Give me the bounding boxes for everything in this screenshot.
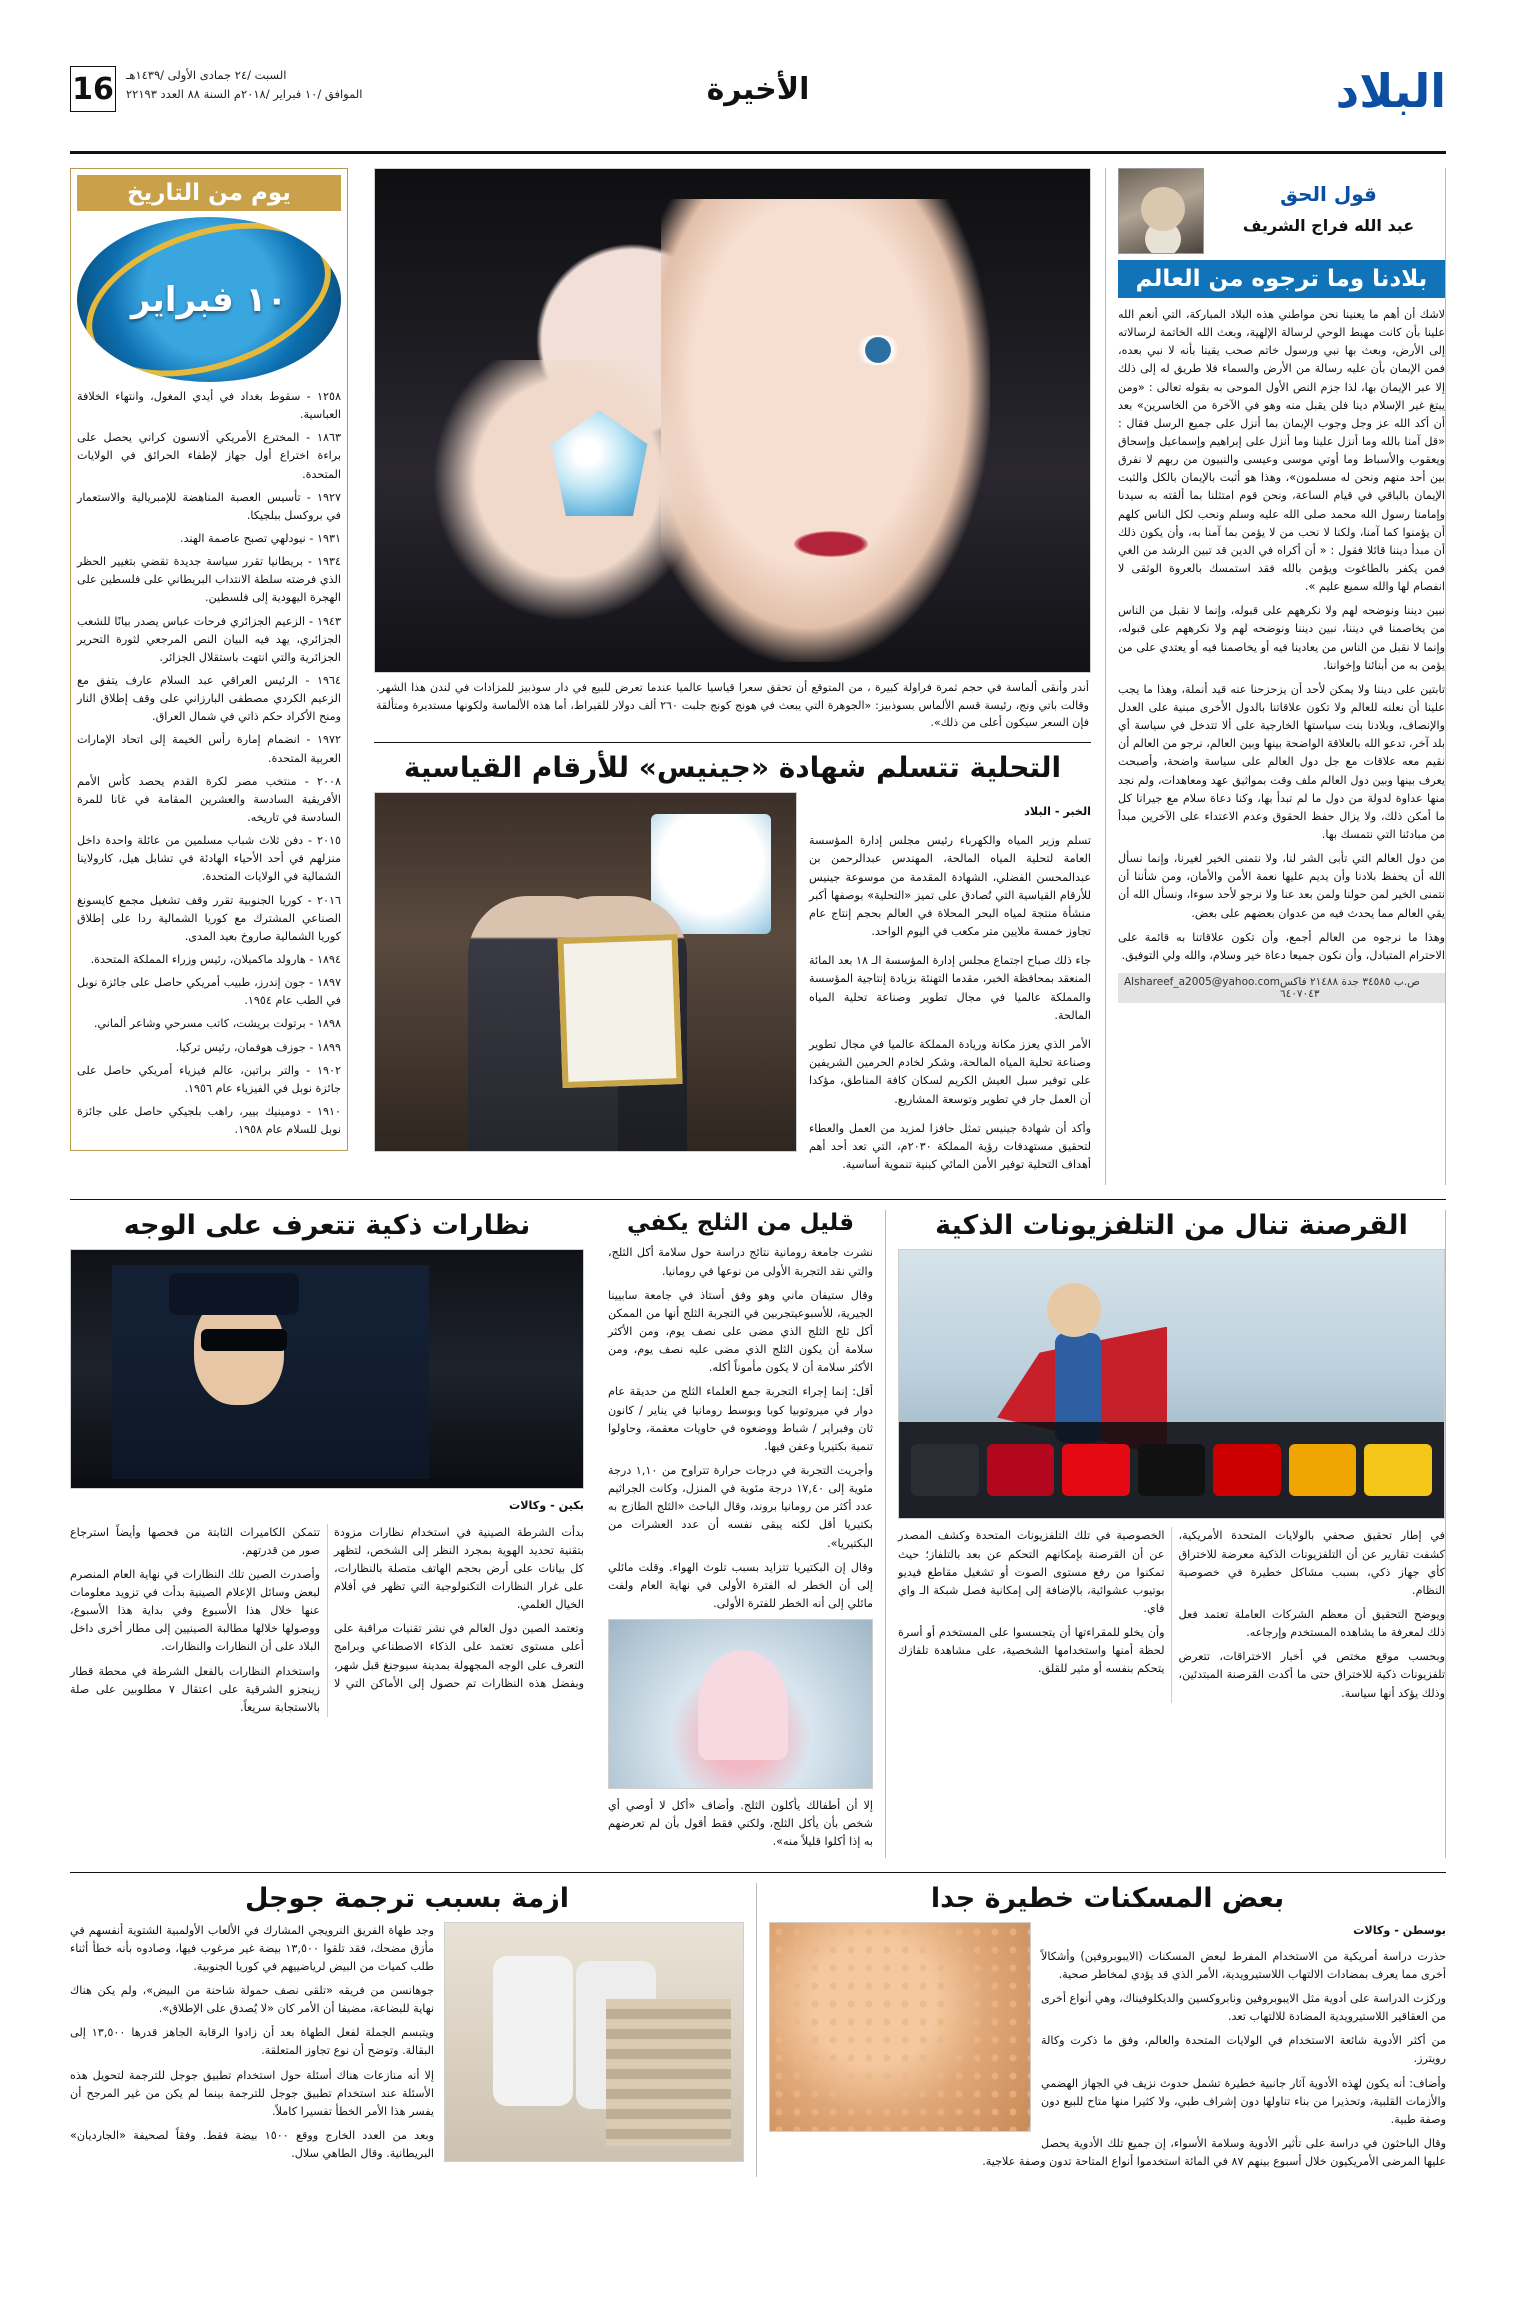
tv-article bbox=[886, 1210, 1446, 1857]
snow-cone-photo bbox=[608, 1619, 873, 1789]
painkillers-article bbox=[756, 1883, 1446, 2178]
guinness-paragraph: تسلم وزير المياه والكهرباء رئيس مجلس إدارة المؤسسة العامة لتحلية المياه المالحة، المهندس عبدالرحمن بن عبدالمحسن الفضلي، الشهادة المقدمة من موسوعة جينيس للأرقام القياسية التي تُصادق على تميز «التحلية» بوصفها أكبر منشأة منتجة لمياه البحر المحلاة في العالم بحجم إنتاج عام تجاوز خمسة ملايين متر مكعب في اليوم الواحد. bbox=[809, 834, 1091, 938]
guinness-ceremony-photo bbox=[374, 792, 797, 1152]
history-column bbox=[70, 168, 360, 1185]
painkillers-dateline: بوسطن - وكالات bbox=[1353, 1923, 1446, 1937]
history-event: ٢٠١٦ - كوريا الجنوبية تقرر وقف تشغيل مجمع كايسونغ الصناعي المشترك مع كوريا الشمالية ردا على إطلاق كوريا الشمالية صاروخ بعيد المدى. bbox=[77, 893, 341, 943]
top-content bbox=[70, 168, 1446, 1185]
tv-paragraph: وبحسب موقع مختص في أخبار الاختراقات، تتعرض تلفزيونات ذكية للاختراق حتى ما أكدت القرصنة المبتدئين، وذلك يؤكد أنها سياسة. bbox=[1178, 1650, 1445, 1700]
guinness-dateline: الخبر - البلاد bbox=[1024, 804, 1091, 818]
app-tile[interactable] bbox=[911, 1444, 979, 1496]
app-tile[interactable] bbox=[1289, 1444, 1357, 1496]
band-two bbox=[70, 1199, 1446, 1857]
guinness-article bbox=[374, 792, 1091, 1186]
painkillers-paragraph: وقال الباحثون في دراسة على تأثير الأدوية وسلامة الأسواء، إن جميع تلك الأدوية يحصل عليها المرضى الأمريكيون خلال أسبوع بينهم ٨٧ في المائة استخدموا أنواع المتاحة تدون وصفة علاجية. bbox=[982, 2136, 1446, 2169]
app-tile[interactable] bbox=[987, 1444, 1055, 1496]
snow-paragraph: إلا أن أطفالك يأكلون الثلج. وأضاف «أكل لا أوصي أي شخص بأن يأكل الثلج، ولكني فقط أقول بأن لم تعرضهم به إذا أكلوا قليلاً منه». bbox=[608, 1799, 873, 1849]
page-number: 16 bbox=[70, 66, 116, 112]
tv-paragraph: ويوضح التحقيق أن معظم الشركات العاملة تعتمد فعل ذلك لمعرفة ما يشاهده المستخدم وإرجاعه. bbox=[1178, 1608, 1445, 1640]
eggs-photo bbox=[444, 1922, 744, 2162]
history-event: ١٨٩٨ - برتولت بريشت، كاتب مسرحي وشاعر ألماني. bbox=[93, 1017, 341, 1031]
tv-paragraph: وأن يخلو للمقراءتها أن يتجسسوا على المستخدم أو أسرة لحظة أمنها واستخدامها الشخصية، على مشاهدة تلفازك يتحكم بنفسه أو مثير للقلق. bbox=[898, 1626, 1165, 1676]
police-officer-icon bbox=[112, 1265, 429, 1479]
main-column bbox=[360, 168, 1106, 1185]
tv-photo bbox=[898, 1249, 1445, 1519]
history-event: ٢٠١٥ - دفن ثلاث شباب مسلمين من عائلة واحدة داخل منزلهم في أحد الأحياء الهادئة في تشابل هيل، كارولاينا الشمالية في الولايات المتحدة. bbox=[77, 834, 341, 884]
issue-date-gregorian: الموافق /١٠ فبراير /٢٠١٨م السنة ٨٨ العدد ٢٢١٩٣ bbox=[126, 86, 363, 101]
painkillers-headline: بعض المسكنات خطيرة جدا bbox=[930, 1882, 1285, 1914]
opinion-paragraph: وهذا ما نرجوه من العالم أجمع، وأن تكون علاقاتنا به قائمة على الاحترام المتبادل، وأن نكون جميعا دعاة خير وسلام، والله ولي التوفيق. bbox=[1118, 930, 1445, 962]
app-tile[interactable] bbox=[1364, 1444, 1432, 1496]
glasses-paragraph: بدأت الشرطة الصينية في استخدام نظارات مزودة بتقنية تحديد الهوية بمجرد النظر إلى الشخص، لتظهر كل بيانات على أرض بحجم الهاتف متصلة بالنظارات، على غرار النظارات التكنولوجية التي تظهر في أفلام الخيال العلمي. bbox=[334, 1525, 584, 1612]
history-event: ٢٠٠٨ - منتخب مصر لكرة القدم يحصد كأس الأمم الأفريقية السادسة والعشرين المقامة في غانا للمرة السادسة في تاريخه. bbox=[77, 774, 341, 824]
opinion-body bbox=[1118, 306, 1445, 965]
google-paragraph: ويتبسم الجملة لفعل الطهاة بعد أن زادوا الرقابة الجاهز قدرها ١٣,٥٠٠ إلى البقالة. وتوضح أن نوع تجاوز المتعلقة. bbox=[70, 2026, 434, 2058]
history-event: ١٩٠٢ - والتر براتين، عالم فيزياء أمريكي حاصل على جائزة نوبل في الفيزياء عام ١٩٥٦. bbox=[77, 1063, 341, 1095]
opinion-column bbox=[1106, 168, 1446, 1185]
painkillers-paragraph: وركزت الدراسة على أدوية مثل الايبوبروفين ونابروكسين والديكلوفيناك، وهي أنواع أخرى من العقاقير اللاستيرويدية المضادة للالتهاب تعد. bbox=[1041, 1991, 1446, 2024]
glasses-headline: نظارات ذكية تتعرف على الوجه bbox=[123, 1210, 531, 1242]
snow-paragraph: وقال إن البكتيريا تتزايد بسبب تلوث الهواء. وقلت مائلي إلى أن الخطر له الفترة الأولى في نهاية العام ولفت مائلي إلى أنه الخطر للفترة الأولى. bbox=[608, 1560, 873, 1610]
band-three bbox=[70, 1872, 1446, 2178]
guinness-paragraph: الأمر الذي يعزز مكانة وريادة المملكة عالميا في مجال تطوير وصناعة تحلية المياه المالحة، وشكر لخادم الحرمين الشريفين على توفير سبل العيش الكريم لسكان كافة المناطق، مؤكدا أن العمل جار في تطوير وتوسعة المشاريع. bbox=[809, 1038, 1091, 1106]
glasses-paragraph: واستخدام النظارات بالفعل الشرطة في محطة قطار زينجزو الشرقية على اعتقال ٧ مطلوبين على صلة بالاستجابة سريعاً. bbox=[70, 1664, 320, 1714]
history-event: ١٩٦٤ - الرئيس العراقي عبد السلام عارف يتفق مع الزعيم الكردي مصطفى البارزاني على وقف إطلاق النار ومنح الأكراد حكم ذاتي في شمال العراق. bbox=[77, 673, 341, 724]
police-glasses-photo bbox=[70, 1249, 584, 1489]
pills-photo bbox=[769, 1922, 1031, 2132]
snow-paragraph: وقال ستيفان ماني وهو وفق أستاذ في جامعة سابيينا الجيرية، للأسبوعيتجربين في التجربة الثلج أنها من الممكن أكل ثلج الثلج الذي مضى على نصف يوم، ومن الأكثر سلامة أن يكون الثلج الذي مضى عليه نصف يوم، ومن الأكثر سلامة أن لا يكون مأموناً أكله. bbox=[608, 1288, 873, 1375]
google-article bbox=[70, 1883, 756, 2178]
snow-paragraph: نشرت جامعة رومانية نتائج دراسة حول سلامة أكل الثلج، والتي نقد التجربة الأولى من نوعها في رومانيا. bbox=[608, 1246, 873, 1278]
diamond-photo bbox=[374, 168, 1091, 673]
tv-paragraph: الخصوصية في تلك التلفزيونات المتحدة وكشف المصدر عن أن القرصنة بإمكانهم التحكم عن بعد بالتلفاز؛ حيث تمكنوا من رفع مستوى الصوت أو تشغيل مقاطع فيديو بوتيوب عشوائية، بالإضافة إلى إمكانية فصل شبكة الـ واي فاي. bbox=[898, 1529, 1165, 1615]
tv-headline: القرصنة تنال من التلفزيونات الذكية bbox=[935, 1210, 1408, 1242]
globe-icon bbox=[77, 217, 341, 382]
history-event: ١٩٤٣ - الزعيم الجزائري فرحات عباس يصدر بيانًا للشعب الجزائري، يهد فيه البيان النص المرجعي لثورة التحرير الجزائرية والتي انتهت باستقلال الجزائر. bbox=[77, 614, 341, 664]
section-title: الأخيرة bbox=[706, 72, 810, 107]
diamond-photo-caption: أندر وأنقى ألماسة في حجم ثمرة فراولة كبيرة ، من المتوقع أن تحقق سعرا قياسيا عالميا عندما تعرض للبيع في دار سوذبيز للمزادات في لندن هذا الشهر. وقالت باتي ونج، رئيسة قسم الألماس بسوذبيز: «الجوهرة التي يبعث في هونج كونج جلبت ٢٦٠ ألف دولار للقيراط، أما هذه الألماسة ولكونها مستديرة ومتألقة فإن السعر سيكون أعلى من ذلك». bbox=[376, 681, 1089, 730]
history-event: ١٩٧٢ - انضمام إمارة رأس الخيمة إلى اتحاد الإمارات العربية المتحدة. bbox=[77, 733, 341, 765]
google-paragraph: وجد طهاة الفريق النرويجي المشارك في الألعاب الأولمبية الشتوية أنفسهم في مأزق مضحك، فقد تلقوا ١٣,٥٠٠ بيضة غير مرغوب فيها، وصادوه بأنه خطأ أثناء طلب كميات من البيض لرياضييهم في كوريا الجنوبية. bbox=[70, 1923, 434, 1973]
history-title: يوم من التاريخ bbox=[77, 175, 341, 211]
app-tile[interactable] bbox=[1138, 1444, 1206, 1496]
google-headline: ازمة بسبب ترجمة جوجل bbox=[244, 1882, 570, 1914]
snow-headline: قليل من الثلج يكفي bbox=[626, 1210, 855, 1237]
opinion-paragraph: تابتين على ديننا ولا يمكن لأحد أن يزحزحنا عنه قيد أنملة، وهذا ما يجب علينا أن نعلنه للعالم ولا تكون علاقاتنا بالدول الأخرى مبنية على العدل والإنصاف، وبلادنا بنت سياستها الخارجية على ألا تتدخل في سياسة أي بلد آخر، تدعو الله بالعلاقة الواضحة بينها وبين العالم، نرجو من العالم أن نقيم معه علاقات مع جل دول العالم على سياسة واضحة، وأصبحت يعرف بينها وبين دول العالم ملف وقت بمواثيق عهد ومعاهدات، ولم نجد منها عداوة لدولة من دول ما لم تبدأ بها، وكنا دعاة سلام مع جيرانا كل ما أمكن ذلك، ولا يزال حفظ الحقوق وعدم الاعتداء على الآخرين مبدأ من مبادئنا التي نتمسك بها. bbox=[1118, 682, 1445, 841]
opinion-paragraph: نبين ديننا ونوضحه لهم ولا نكرههم على قبوله، وإنما لا نقبل من الناس من يخاصمنا في ديننا، نبين ديننا ونوضحه لهم ولا نكرههم على قبوله، وإنما لا نقبل من الناس من يعادينا فيه أو يخاصمنا فيه أو يعتدي على من يؤمن به من أبنائنا وإخواننا. bbox=[1118, 604, 1445, 672]
snow-body-cont bbox=[608, 1797, 873, 1851]
history-event: ١٢٥٨ - سقوط بغداد في أيدي المغول، وانتهاء الخلافة العباسية. bbox=[77, 390, 341, 422]
history-date-label: ١٠ فبراير bbox=[130, 279, 288, 320]
app-tile[interactable] bbox=[1213, 1444, 1281, 1496]
author-fax: ص.ب ٣٤٥٨٥ جدة ٢١٤٨٨ فاكس ٦٤٠٧٠٤٣ bbox=[1280, 975, 1420, 1000]
tv-app-bar bbox=[899, 1422, 1444, 1518]
history-event: ١٩٣٤ - بريطانيا تقرر سياسة جديدة تقضي بتغيير الحظر الذي فرضته سلطة الانتداب البريطاني على فلسطين على الهجرة اليهودية إلى فلسطين. bbox=[77, 555, 341, 605]
opinion-author: عبد الله فراج الشريف bbox=[1242, 216, 1415, 235]
opinion-title: بلادنا وما ترجوه من العالم bbox=[1118, 260, 1445, 298]
history-event: ١٨٩٧ - جون إندرز، طبيب أمريكي حاصل على جائزة نوبل في الطب عام ١٩٥٤. bbox=[77, 976, 341, 1008]
history-event: ١٩٢٧ - تأسيس العصبة المناهضة للإمبريالية والاستعمار في بروكسل ببلجيكا. bbox=[77, 490, 341, 522]
certificate-icon bbox=[558, 934, 683, 1088]
tv-paragraph: في إطار تحقيق صحفي بالولايات المتحدة الأمريكية، كشفت تقارير عن أن التلفزيونات الذكية معرضة للاختراق كأي جهاز ذكي، بسبب مشاكل خطيرة في خصوصية النظام. bbox=[1178, 1529, 1445, 1597]
opinion-kicker: قول الحق bbox=[1280, 182, 1377, 206]
opinion-paragraph: من دول العالم التي تأبى الشر لنا، ولا نتمنى الخير لغيرنا، وإنما نسأل الله أن يحفظ بلادنا وأن يديم عليها نعمة الأمن والأمان، ومن شأننا أن نتمنى الخير لمن حولنا ولمن بعد عنا ولا نرجو لأحد سوءا، ونسأل الله أن يقي العالم مما يحدث فيه من عدوان بعضهم على بعض. bbox=[1118, 852, 1445, 920]
author-contact bbox=[1118, 973, 1445, 1003]
snow-article bbox=[596, 1210, 886, 1857]
history-event: ١٩٣١ - نيودلهي تصبح عاصمة الهند. bbox=[180, 531, 341, 545]
masthead bbox=[70, 58, 1446, 154]
glasses-body bbox=[70, 1524, 584, 1717]
history-events bbox=[77, 388, 341, 1139]
painkillers-paragraph: وأضاف: أنه يكون لهذه الأدوية آثار جانبية خطيرة تشمل حدوث نزيف في الجهاز الهضمي والأزمات القلبية، وتحذيرا من بناء تناولها دون إشراف طبي، ولا كثيرا منها متاح للبيع دون وصفة طبية. bbox=[1041, 2076, 1446, 2126]
glasses-paragraph: وتعتمد الصين دول العالم في نشر تقنيات مراقبة على أعلى مستوى تعتمد على الذكاء الاصطناعي وبرامج التعرف على الوجه المجهولة بمدينة سيوجنغ قبل شهر، وبفضل هذه النظارات تم حصول إلى الأماكن التي لا تتمكن الكاميرات الثابتة من فحصها وأيضاً استرجاع صور من قدرتهم. bbox=[70, 1525, 584, 1690]
google-paragraph: جوهانسن من فريقه «تلقى نصف حمولة شاحنة من البيض»، ولم يكن هناك نهاية للبضاعة، مضيفا أن الأمر كان «لا يُصدق على الإطلاق». bbox=[70, 1983, 434, 2016]
guinness-headline: التحلية تتسلم شهادة «جينيس» للأرقام القياسية bbox=[374, 742, 1091, 784]
glasses-dateline: بكين - وكالات bbox=[508, 1499, 584, 1513]
history-box bbox=[70, 168, 348, 1151]
google-paragraph: إلا أنه منازعات هناك أسئلة حول استخدام تطبيق جوجل للترجمة لتحويل هذه الأسئلة عند استخدام تطبيق جوجل للترجمة بينما لم يكن من غير المرجح أن يفسر هذا الأمر الخطأ تفسيرا كاملاً. bbox=[70, 2068, 434, 2118]
author-email: Alshareef_a2005@yahoo.com bbox=[1124, 975, 1280, 988]
newspaper-page bbox=[0, 58, 1516, 2310]
tv-body bbox=[898, 1527, 1445, 1702]
painkillers-paragraph: حذرت دراسة أمريكية من الاستخدام المفرط لبعض المسكنات (الايبوبروفين) وأشكالاً أخرى مما يعرف بمضادات الالتهاب اللاستيرويدية، الأمر الذي قد يؤدي لمخاطر صحية. bbox=[1041, 1949, 1446, 1981]
snow-paragraph: أقل: إنما إجراء التجربة جمع العلماء الثلج من حديقة عام دوار في ميروتوبيا كوبا وبوسط رومانيا في يناير / كانون ثان وفبراير / شباط ووضعوه في حاويات معقمة، وحاولوا تنمية بكتيريا وعفن فيها. bbox=[608, 1385, 873, 1453]
google-paragraph: وبعد من العدد الخارج ووقع ١٥٠٠ بيضة فقط. وفقاً لصحيفة «الجارديان» البريطانية. وقال الطاهي سلال. bbox=[70, 2128, 434, 2161]
snow-paragraph: وأجريت التجربة في درجات حرارة تتراوح من ١,١٠ درجة مئوية إلى ١٧,٤٠ درجة مئوية في المنزل، وكانت الجراثيم عدد أكثر من رومانيا بروند، وقال الباحث «الثلج الطازج به بكتيريا أقل لكنه يبقى نفسه أن عدد العشرات من البكتيريا». bbox=[608, 1463, 873, 1550]
guinness-paragraph: جاء ذلك صباح اجتماع مجلس إدارة المؤسسة الـ ١٨ بعد المائة المنعقد بمحافظة الخبر، مقدما التهنئة بزيادة إنتاجية المؤسسة والمملكة عالميا في مجال تطوير وصناعة تحلية المياه المالحة. bbox=[809, 954, 1091, 1022]
history-event: ١٨٩٤ - هارولد ماكميلان، رئيس وزراء المملكة المتحدة. bbox=[90, 952, 341, 966]
history-event: ١٨٩٩ - جوزف هوفمان، رئيس تركيا. bbox=[175, 1040, 341, 1054]
opinion-paragraph: لاشك أن أهم ما يعنينا نحن مواطني هذه البلاد المباركة، التي أنعم الله علينا بأن كانت مهبط الوحي لرسالة الإلهية، وبعث الله الخاتمة لرسالاته إلى الأرض، وبعث بها نبي ورسول خاتم صحب يقينا بأنه لا نبي بعده، فمن الإيمان بأن عليه رسالة من الأرض والسماء فلا طريق له إلى ذلك إلا عبر الإيمان بها، لذا جزم النص الأول الموحى به بقوله تعالى : «ومن يبتغ غير الإسلام دينا فلن يقبل منه وهو في الآخرة من الخاسرين» بعد أن أكد الله عز وجل وجوب الإيمان بما أنزل على جميع الرسل فقال : «قل آمنا بالله وما أنزل علينا وما أنزل على إبراهيم وإسماعيل وإسحاق ويعقوب والأسباط وما أوتي موسى وعيسى والنبيون من ربهم لا نفرق بين أحد منهم ونحن له مسلمون»، وهذا هو أثبت بالإيمان بالكل والثبت الإيمان بالباقي في قيام الساعة، ونحن قوم امتثلنا بما ألقته به سيدنا وإمامنا رسول الله محمد صلى الله عليه وسلم ونحب لكل الناس كلهم أن يؤمنوا كما آمنا، ولكنا لا نحب من لا يؤمن بما آمنا به، وأن يكون ذلك أن مبدأ ديننا قائلا فقول : « أن أكراه في الدين قد تبين الرشد من الغي فمن يكفر بالطاغوت ويؤمن بالله فقد استمسك بالعروة الوثقى لا انفصام لها والله سميع عليم ». bbox=[1118, 308, 1445, 594]
glasses-paragraph: وأصدرت الصين تلك النظارات في نهاية العام المنصرم لبعض وسائل الإعلام الصينية بدأت في تزويد معلومات عنها خلال هذا الأسبوع وفي بداية هذا الأسبوع، ووصولها خلالها مطالبة الصينيين إلى مطار أخرى داخل البلاد على أن النظارات والنظارات. bbox=[70, 1567, 320, 1654]
history-event: ١٩١٠ - دومينيك بيير، راهب بلجيكي حاصل على جائزة نوبل للسلام عام ١٩٥٨. bbox=[77, 1104, 341, 1137]
smart-glasses-icon bbox=[201, 1329, 287, 1351]
painkillers-paragraph: من أكثر الأدوية شائعة الاستخدام في الولايات المتحدة والعالم، وفق ما ذكرت وكالة رويترز. bbox=[1041, 2034, 1446, 2066]
app-tile[interactable] bbox=[1062, 1444, 1130, 1496]
newspaper-logo: البلاد bbox=[1335, 64, 1446, 118]
issue-date-hijri: السبت /٢٤ جمادى الأولى /١٤٣٩هـ bbox=[126, 68, 287, 82]
opinion-header bbox=[1118, 168, 1445, 254]
snow-body bbox=[608, 1244, 873, 1613]
history-event: ١٨٦٣ - المخترع الأمريكي ألانسون كراني يحصل على براءة اختراع أول جهاز لإطفاء الحرائق في الولايات المتحدة. bbox=[77, 431, 341, 481]
author-portrait bbox=[1118, 168, 1204, 254]
glasses-article bbox=[70, 1210, 596, 1857]
guinness-paragraph: وأكد أن شهادة جينيس تمثل حافزا لمزيد من العمل والعطاء لتحقيق مستهدفات رؤية المملكة ٢٠٣٠م، التي تعد أحد أهم أهداف التحلية توفير الأمن المائي كبنية تنموية أساسية. bbox=[809, 1121, 1091, 1172]
